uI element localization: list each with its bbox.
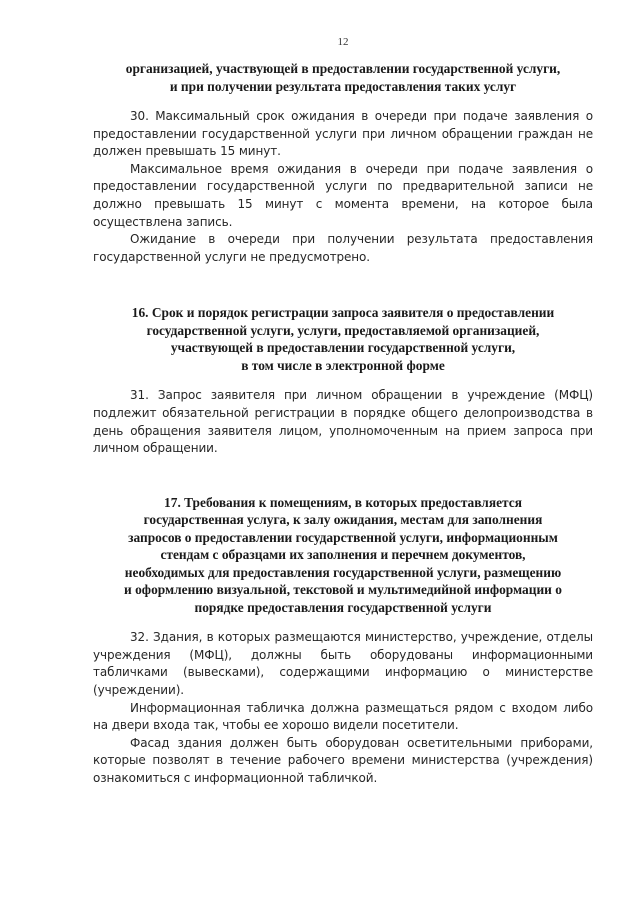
paragraph-31: 31. Запрос заявителя при личном обращении в учреждение (МФЦ) подлежит обязательной регистрации в порядке общего делопроизводства в день обращения заявителя лицом, уполномоченным на прием запроса при личном обращении. xyxy=(93,388,593,456)
paragraph-32: 32. Здания, в которых размещаются министерство, учреждение, отделы учреждения (МФЦ), должны быть оборудованы информационными табличками (вывесками), содержащими информацию о министерстве (учреждении). xyxy=(93,630,593,697)
section-heading-continuation xyxy=(93,60,593,95)
section-17-heading xyxy=(93,494,593,617)
heading-line: организацией, участвующей в предоставлении государственной услуги, xyxy=(125,61,561,76)
heading-line: порядке предоставления государственной услуги xyxy=(194,599,492,615)
heading-line: участвующей в предоставлении государственной услуги, xyxy=(170,340,516,356)
heading-line: запросов о предоставлении государственной услуги, информационным xyxy=(128,529,558,545)
heading-line: государственной услуги, услуги, предоставляемой организацией, xyxy=(146,322,540,338)
paragraph-facade-lighting: Фасад здания должен быть оборудован осветительными приборами, которые позволят в течение рабочего времени министерства (учреждения) ознакомиться с информационной табличкой. xyxy=(93,735,593,785)
heading-line: и оформлению визуальной, текстовой и мультимедийной информации о xyxy=(124,582,562,598)
paragraph-no-wait-result: Ожидание в очереди при получении результата предоставления государственной услуги не предусмотрено. xyxy=(93,232,593,264)
document-page xyxy=(93,36,593,788)
heading-line: стендам с образцами их заполнения и перечнем документов, xyxy=(160,547,526,563)
heading-line: 16. Срок и порядок регистрации запроса заявителя о предоставлении xyxy=(131,305,555,321)
heading-line: 17. Требования к помещениям, в которых предоставляется xyxy=(164,494,522,510)
page-number: 12 xyxy=(337,36,349,48)
heading-line: в том числе в электронной форме xyxy=(241,357,445,373)
paragraph-30: 30. Максимальный срок ожидания в очереди при подаче заявления о предоставлении государственной услуги при личном обращении граждан не должен превышать 15 минут. xyxy=(93,109,593,159)
heading-line: государственная услуга, к залу ожидания, местам для заполнения xyxy=(143,512,543,528)
heading-line: и при получении результата предоставления таких услуг xyxy=(169,78,517,94)
paragraph-max-wait-prebooking: Максимальное время ожидания в очереди при подаче заявления о предоставлении государственной услуги по предварительной записи не должно превышать 15 минут с момента времени, на которое была осуществлена запись. xyxy=(93,161,593,229)
section-16-heading xyxy=(93,304,593,374)
paragraph-info-plate: Информационная табличка должна размещаться рядом с входом либо на двери входа так, чтобы ее хорошо видели посетители. xyxy=(93,700,593,733)
heading-line: необходимых для предоставления государственной услуги, размещению xyxy=(124,564,562,580)
